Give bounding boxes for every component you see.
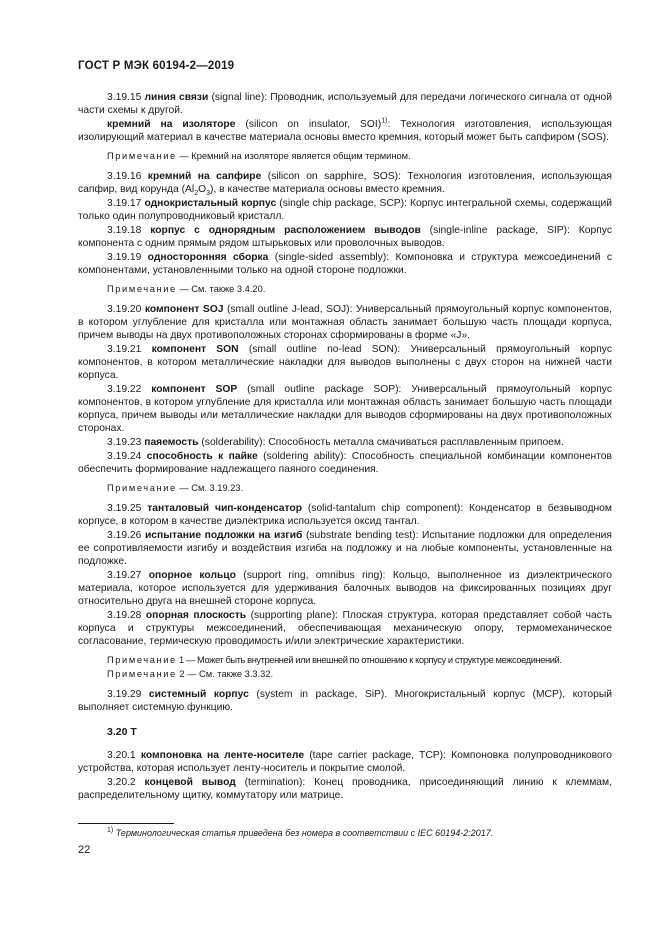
entry-3-19-18: 3.19.18 корпус с однорядным расположением выводов (single-inline package, SIP): Корпус компонента с одним прямым рядом штырьковых или проволочных выводов. bbox=[78, 225, 612, 249]
footnote-mark: 1) bbox=[381, 117, 388, 125]
note-2: Примечание — См. также 3.4.20. bbox=[107, 284, 266, 294]
entry-3-19-28: 3.19.28 опорная плоскость (supporting plane): Плоская структура, которая представляет собой часть корпуса и структуры межсоединений, обеспечивающая механическую опору, термомеханическое согласование, термическую проводимость и/или электрические характеристики. bbox=[78, 610, 612, 647]
entry-3-19-16: 3.19.16 кремний на сапфире (silicon on sapphire, SOS): Технология изготовления, использующая сапфир, вид корунда $(Al_2O_3)$, в качестве материала основы вместо кремния. bbox=[78, 171, 612, 198]
entry-soi: кремний на изоляторе (silicon on insulator, SOI)$^{1)}$: Технология изготовления, использующая изолирующий материал в качестве материала основы вместо кремния, который может быть сапфиром (SOS). bbox=[78, 117, 612, 143]
entry-3-19-29: 3.19.29 системный корпус (system in package, SiP). Многокристальный корпус (MCP), который выполняет системную функцию. bbox=[78, 689, 612, 713]
note-4: Примечание 1 — Может быть внутренней или внешней по отношению к корпусу и структуре межсоединений. bbox=[107, 655, 562, 665]
document-body bbox=[78, 91, 612, 803]
entry-3-20-1: 3.20.1 компоновка на ленте-носителе (tape carrier package, TCP): Компоновка полупроводникового устройства, которая использует ленту-носитель и покрытие смолой. bbox=[78, 750, 612, 774]
footnote-divider bbox=[78, 823, 174, 824]
note-5: Примечание 2 — См. также 3.3.32. bbox=[107, 669, 274, 679]
note-1: Примечание — Кремний на изоляторе является общим термином. bbox=[107, 151, 411, 161]
entry-3-19-26: 3.19.26 испытание подложки на изгиб (substrate bending test): Испытание подложки для определения ее сопротивляемости изгибу и воздействия изгиба на подложку и на любые компоненты, установленные на подложке. bbox=[78, 530, 612, 567]
note-3: Примечание — См. 3.19.23. bbox=[107, 483, 244, 493]
entry-3-19-17: 3.19.17 однокристальный корпус (single chip package, SCP): Корпус интегральной схемы, содержащий только один полупроводниковый кристалл. bbox=[78, 198, 612, 222]
entry-3-19-15: 3.19.15 линия связи (signal line): Проводник, используемый для передачи логического сигнала от одной части схемы к другой. bbox=[78, 92, 612, 116]
entry-3-19-24: 3.19.24 способность к пайке (soldering ability): Способность специальной комбинации компонентов обеспечить формирование надлежащего паяного соединения. bbox=[78, 451, 612, 475]
page-number: 22 bbox=[78, 844, 91, 856]
entry-3-19-22: 3.19.22 компонент SOP (small outline package SOP): Универсальный прямоугольный корпус компонентов, в котором углубление для кристалла или монтажная область занимает большую часть площади корпуса, причем выводы или металлические накладки для выводов сформированы на двух противоположных сторонах. bbox=[78, 384, 612, 434]
entry-3-19-20: 3.19.20 компонент SOJ (small outline J-lead, SOJ): Универсальный прямоугольный корпус компонентов, в котором углубление для кристалла или монтажная область занимает большую часть площади корпуса, причем выводы на двух противоположных сторонах сформированы в форме «J». bbox=[78, 304, 612, 341]
document-header: ГОСТ Р МЭК 60194-2—2019 bbox=[78, 60, 235, 72]
entry-3-19-25: 3.19.25 танталовый чип-конденсатор (solid-tantalum chip component): Конденсатор в безвыводном корпусе, в котором в качестве диэлектрика используется оксид тантал. bbox=[78, 503, 612, 527]
entry-3-19-27: 3.19.27 опорное кольцо (support ring, omnibus ring): Кольцо, выполненное из диэлектрического материала, которое используется для удерживания балочных выводов на фиксированных позициях друг относительно друга на внешней стороне корпуса. bbox=[78, 570, 612, 607]
entry-3-20-2: 3.20.2 концевой вывод (termination): Конец проводника, присоединяющий линию к клеммам, распределительному щитку, коммутатору или матрице. bbox=[78, 777, 612, 801]
entry-3-19-23: 3.19.23 паяемость (solderability): Способность металла смачиваться расплавленным припоем. bbox=[107, 437, 564, 448]
entry-3-19-19: 3.19.19 односторонняя сборка (single-sided assembly): Компоновка и структура межсоединений с компонентами, установленными только на одной стороне подложки. bbox=[78, 252, 612, 276]
footnote: $^{1)}$ Терминологическая статья приведена без номера в соответствии с IEC 60194-2:2017. bbox=[107, 827, 494, 838]
entry-3-19-21: 3.19.21 компонент SON (small outline no-lead SON): Универсальный прямоугольный корпус компонентов, в котором металлические накладки для выводов выполнены с двух сторон на нижней части корпуса. bbox=[78, 344, 612, 381]
section-heading: 3.20 T bbox=[107, 726, 137, 738]
